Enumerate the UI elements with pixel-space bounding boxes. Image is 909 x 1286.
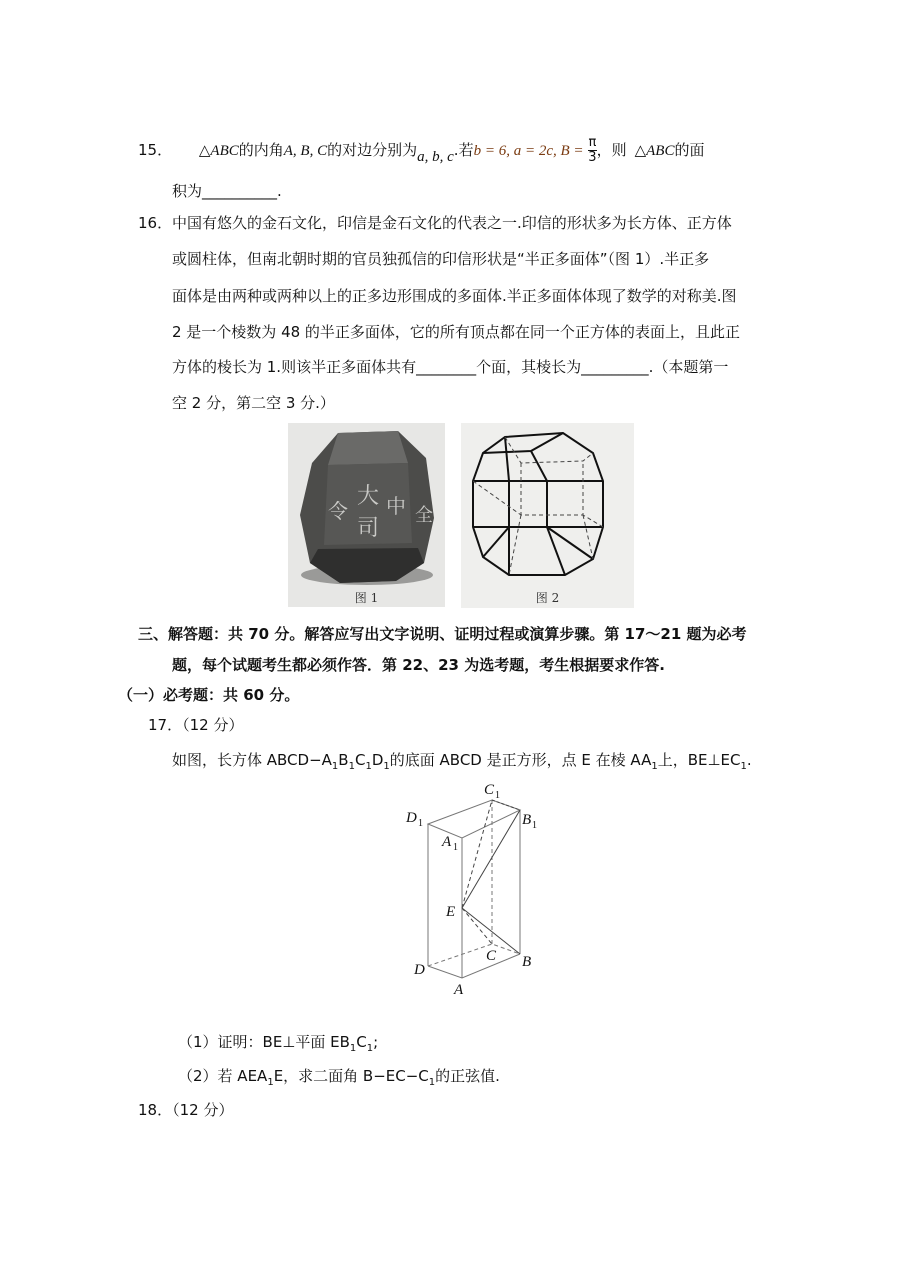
q17-part2-text: （2）若 AEA bbox=[178, 1067, 268, 1085]
label-B: B bbox=[522, 954, 532, 970]
label-E: E bbox=[446, 904, 456, 920]
subscript: 1 bbox=[349, 1043, 357, 1054]
seal-char: 全 bbox=[415, 505, 433, 526]
q16-line: 面体是由两种或两种以上的正多边形围成的多面体.半正多面体体现了数学的对称美.图 bbox=[172, 287, 737, 305]
required-questions-heading: （一）必考题：共 60 分。 bbox=[118, 686, 300, 704]
q15-text: 的对边分别为 bbox=[327, 141, 418, 159]
section3-heading: 三、解答题：共 70 分。解答应写出文字说明、证明过程或演算步骤。第 17～21 题为必考 bbox=[138, 625, 747, 643]
subscript: 1 bbox=[331, 761, 339, 772]
q15-vars: a, b, c bbox=[417, 149, 454, 165]
subscript: 1 bbox=[348, 761, 355, 772]
q17-part1 bbox=[178, 1032, 378, 1059]
polyhedron-figure bbox=[461, 423, 634, 608]
q17-stem-part: 上，BE⊥EC bbox=[657, 751, 741, 769]
q16-number: 16． bbox=[138, 214, 173, 232]
q15-line1 bbox=[138, 136, 704, 165]
q16-line: 空 2 分，第二空 3 分.） bbox=[172, 394, 335, 412]
q15-condition: b = 6, a = 2c, B = bbox=[473, 143, 584, 159]
sub-D1: 1 bbox=[418, 818, 423, 829]
q15-text: ，则 bbox=[596, 141, 627, 159]
q17-number: 17．（12 分） bbox=[148, 716, 244, 734]
label-D1: D bbox=[406, 810, 417, 826]
q17-part1-text: ; bbox=[373, 1033, 379, 1051]
subscript: 1 bbox=[428, 1077, 436, 1088]
q17-stem-part: B bbox=[338, 751, 349, 769]
q18-number: 18．（12 分） bbox=[138, 1101, 234, 1119]
label-C: C bbox=[486, 948, 497, 964]
q16-line: 2 是一个棱数为 48 的半正多面体，它的所有顶点都在同一个正方体的表面上，且此正 bbox=[172, 323, 740, 341]
sub-A1: 1 bbox=[453, 842, 458, 853]
q15-pi: π bbox=[588, 135, 597, 150]
q15-triangle: △ABC bbox=[198, 143, 239, 159]
label-A: A bbox=[454, 982, 464, 998]
q15-vars: A, B, C bbox=[283, 143, 328, 159]
fig2-caption: 图 2 bbox=[535, 591, 560, 605]
seal-char: 中 bbox=[386, 494, 406, 518]
sub-B1: 1 bbox=[532, 820, 537, 831]
q16-line: 方体的棱长为 1.则该半正多面体共有________个面，其棱长为_________.（本题第一 bbox=[172, 358, 729, 376]
q17-stem-part: D bbox=[371, 751, 384, 769]
polyhedron-diagram bbox=[461, 423, 634, 608]
q16-line: 或圆柱体，但南北朝时期的官员独孤信的印信形状是“半正多面体”（图 1）.半正多 bbox=[172, 250, 710, 268]
q17-part2-text: 的正弦值. bbox=[435, 1067, 500, 1085]
q15-text: 的面 bbox=[674, 141, 705, 159]
section3-heading-cont: 题，每个试题考生都必须作答．第 22、23 为选考题，考生根据要求作答. bbox=[172, 656, 665, 674]
q17-part1-text: （1）证明：BE⊥平面 EB bbox=[178, 1033, 350, 1051]
label-B1: B bbox=[522, 812, 532, 828]
q15-number: 15． bbox=[138, 141, 173, 159]
label-D: D bbox=[414, 962, 425, 978]
subscript: 1 bbox=[365, 761, 372, 772]
q17-stem-part: . bbox=[746, 751, 752, 769]
subscript: 1 bbox=[267, 1077, 274, 1088]
q15-three: 3 bbox=[588, 150, 597, 165]
seal-char: 司 bbox=[356, 516, 380, 541]
subscript: 1 bbox=[651, 761, 658, 772]
q17-part2-text: E，求二面角 B−EC−C bbox=[273, 1067, 429, 1085]
subscript: 1 bbox=[740, 761, 747, 772]
seal-photo bbox=[288, 423, 445, 607]
q17-stem-part: C bbox=[354, 751, 366, 769]
q17-part2 bbox=[178, 1066, 500, 1093]
sub-C1: 1 bbox=[495, 790, 500, 801]
q15-fraction bbox=[588, 136, 596, 165]
q15-text: .若 bbox=[453, 141, 474, 159]
q17-stem bbox=[172, 750, 752, 777]
q17-stem-part: 如图，长方体 ABCD−A bbox=[172, 751, 332, 769]
q17-stem-part: 的底面 ABCD 是正方形，点 E 在棱 AA bbox=[389, 751, 652, 769]
seal-char: 令 bbox=[328, 499, 348, 523]
q15-text: 的内角 bbox=[238, 141, 284, 159]
cuboid-figure bbox=[400, 780, 535, 1000]
label-C1: C bbox=[484, 782, 495, 798]
q15-triangle: △ABC bbox=[634, 143, 675, 159]
subscript: 1 bbox=[366, 1043, 374, 1054]
q16-line: 中国有悠久的金石文化，印信是金石文化的代表之一.印信的形状多为长方体、正方体 bbox=[172, 214, 732, 232]
q17-part1-text: C bbox=[356, 1033, 367, 1051]
seal-illustration bbox=[288, 423, 445, 607]
subscript: 1 bbox=[383, 761, 390, 772]
q15-line2: 积为__________. bbox=[172, 182, 282, 200]
label-A1: A bbox=[442, 834, 452, 850]
seal-char: 大 bbox=[356, 484, 380, 509]
cuboid-diagram bbox=[400, 780, 535, 1000]
fig1-caption: 图 1 bbox=[354, 591, 379, 605]
